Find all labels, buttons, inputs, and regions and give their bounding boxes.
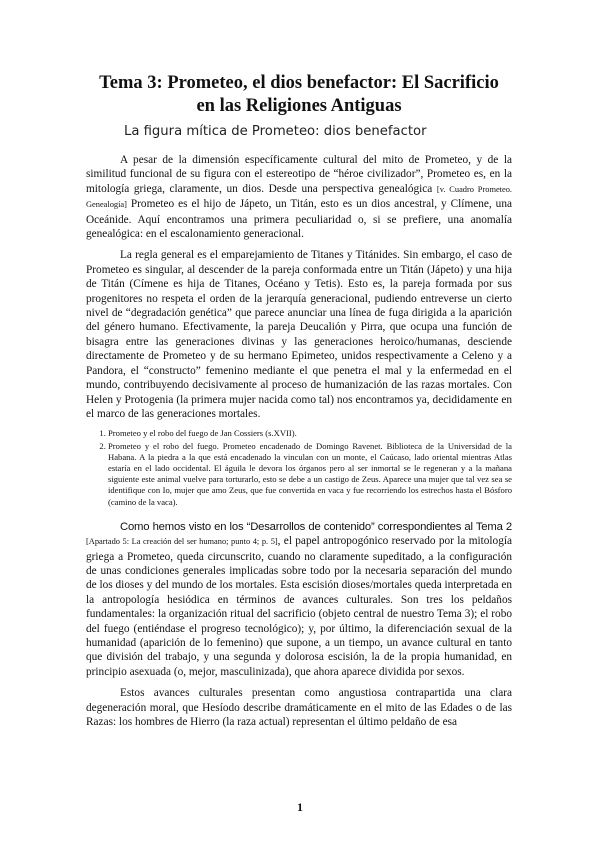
paragraph-4: Estos avances culturales presentan como angustiosa contrapartida una clara degeneración moral, que Hesíodo describe dramáticamente en el mito de las Edades o de las Razas: los hombres de Hierro (la raza actual) representan el último peldaño de esa	[86, 687, 512, 729]
page-title: Tema 3: Prometeo, el dios benefactor: El Sacrificio en las Religiones Antiguas	[99, 73, 499, 116]
section-subtitle: La figura mítica de Prometeo: dios benefactor	[124, 124, 427, 139]
section-reference: [Apartado 5: La creación del ser humano; punto 4; p. 5]	[86, 537, 278, 547]
image-notes-list	[86, 428, 512, 507]
genealogy-reference: [v. Cuadro Prometeo. Genealogía]	[86, 184, 512, 210]
paragraph-1-text-b: Prometeo es el hijo de Jápeto, un Titán, esto es un dios ancestral, y Clímene, una Oceánide. Aquí encontramos una primera peculiaridad o, si se prefiere, una anomalía genealógica: en el escalonamiento generacional.	[86, 198, 512, 241]
note-item: 2. Prometeo y el robo del fuego. Prometeo encadenado de Domingo Ravenet. Biblioteca de la Universidad de la Habana. A la piedra a la que está encadenado la vinculan con un monte, el Caúcaso, lado oriental mientras Atlas estaría en el lado occidental. El águila le devora los órganos pero al ser inmortal se le regeneran y a la mañana siguiente este animal vuelve para torturarlo, esto se debe a un castigo de Zeus. Aparece una mujer que tal vez sea se identifique con Io, mujer que amo Zeus, que fue convertida en vaca y fue recorriendo los estrechos hasta el Bósforo (camino de la vaca).	[108, 441, 512, 508]
paragraph-3-text-b: , el papel antropogónico reservado por la mitología griega a Prometeo, queda circunscrito, cuando no claramente supeditado, a la configuración de unas condiciones generales implicadas sobre todo por la necesaria separación del mundo de los dioses y del mundo de los mortales. Esta escisión dioses/mortales queda interpretada en la antropología hesiódica en términos de avances culturales. Son tres los peldaños fundamentales: la organización ritual del sacrificio (objeto central de nuestro Tema 3); el robo del fuego (entiéndase el progreso tecnológico); y, por último, la diferenciación sexual de la humanidad (aparición de lo femenino) que supone, a un tiempo, un avance cultural en tanto que división del trabajo, y una segunda y dolorosa escisión, la de la propia humanidad, en principio asexuada (o, mejor, masculinizada), que ahora aparece dividida por sexos.	[86, 535, 512, 678]
paragraph-3-text-a: Como hemos visto en los “Desarrollos de contenido” correspondientes al Tema 2	[120, 520, 512, 533]
page-number: 1	[297, 800, 303, 814]
paragraph-1	[86, 153, 512, 241]
note-item: 1. Prometeo y el robo del fuego de Jan Cossiers (s.XVII).	[108, 428, 512, 439]
paragraph-2: La regla general es el emparejamiento de Titanes y Titánides. Sin embargo, el caso de Prometeo es singular, al descender de la pareja conformada entre un Titán (Jápeto) y una hija de Titán (Címene es hija de Titanes, Océano y Tetis). Esto es, la pareja formada por sus progenitores no respeta el orden de la jerarquía generacional, pudiendo entreverse un cierto nivel de “degradación genética” que parece anunciar una línea de fuga dirigida a la aparición del género humano. Efectivamente, la pareja Deucalión y Pirra, que ocupa una función de bisagra entre las generaciones divinas y las generaciones heroico/humanas, desciende directamente de Prometeo y de su hermano Epimeteo, unidos respectivamente a Celeno y a Pandora, el “constructo” femenino mediante el que penetra el mal y la enfermedad en el mundo, contribuyendo decisivamente al proceso de humanización de las razas mortales. Con Helen y Protogenia (la primera mujer nacida como tal) nos encontramos ya, decididamente en el marco de las generaciones mortales.	[86, 249, 512, 420]
paragraph-3	[86, 520, 512, 679]
paragraph-1-text-a: A pesar de la dimensión específicamente cultural del mito de Prometeo, y de la similitud funcional de su figura con el estereotipo de “héroe civilizador”, Prometeo es, en la mitología griega, claramente, un dios. Desde una perspectiva genealógica	[86, 154, 512, 195]
